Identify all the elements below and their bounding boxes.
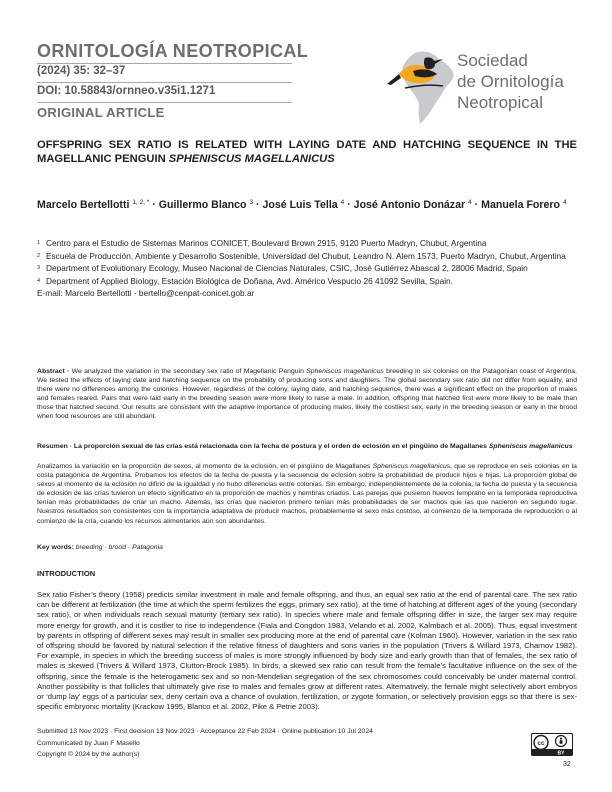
society-name: [457, 50, 564, 113]
journal-name: ORNITOLOGÍA NEOTROPICAL: [37, 41, 309, 61]
publication-info: [37, 726, 373, 761]
communicated-by: Communicated by Juan F Masello: [37, 739, 140, 747]
corresponding-email[interactable]: E-mail: Marcelo Bertellotti - bertello@cenpat-conicet.gob.ar: [37, 287, 255, 298]
resumen-title: Resumen · La proporción sexual de las crías está relacionada con la fecha de postura y el orden de eclosión en el pingüino de Magallanes Spheniscus magellanicus: [37, 443, 573, 450]
author: Guillermo Blanco $^3$ ·: [158, 199, 263, 211]
bird-tail: [387, 74, 401, 85]
author: Marcelo Bertellotti $^{1, 2, *}$ ·: [37, 199, 159, 211]
page-number: 32: [563, 761, 571, 768]
affiliation: 2 Escuela de Producción, Ambiente y Desarrollo Sostenible, Universidad del Chubut, Leandro N. Alem 1573, Puerto Madryn, Chubut, Argentina: [37, 250, 566, 261]
author: José Antonio Donázar $^4$ ·: [353, 199, 482, 211]
abstract-label: Abstract ·: [37, 368, 70, 375]
society-line-1: Sociedad: [457, 51, 528, 70]
journal-volume: (2024) 35: 32–37: [37, 65, 126, 77]
society-logo: [381, 44, 461, 126]
keywords: Key words: breeding · brood · Patagonia: [37, 544, 163, 551]
header-rule: [37, 63, 292, 64]
doi-link[interactable]: DOI: 10.58843/ornneo.v35i1.1271: [37, 85, 216, 97]
abstract: Abstract · We analyzed the variation in the secondary sex ratio of Magellanic Penguin Spheniscus magellanicus breeding in six colonies on the Patagonian coast of Argentina. We tested the effects of laying date and hatching sequence on the probability of producing sons and daughters. The global secondary sex ratio did not differ from equality, and there were no differences among the colonies. However, regardless of the colony, laying date, and hatching sequence, there was a significant effect on the proportion of males and females reared. Pairs that were laid early in the breeding season were more likely to raise a male. In addition, offspring that hatched first were more likely to be male than those that hatched second. Our results are consistent with the adaptive importance of producing males, likely the costliest sex, early in the breeding season or early in the brood when food resources are still abundant.: [37, 368, 577, 421]
title-main: OFFSPRING SEX RATIO IS RELATED WITH LAYING DATE AND HATCHING SEQUENCE IN THE MAGELLANIC PENGUIN: [37, 139, 577, 165]
author: Manuela Forero $^4$: [481, 199, 567, 211]
title-species: SPHENISCUS MAGELLANICUS: [168, 153, 335, 165]
affiliations: [37, 238, 577, 300]
header-rule: [37, 102, 292, 103]
introduction-text: Sex ratio Fisher’s theory (1958) predicts similar investment in male and female offspring, and thus, an equal sex ratio at the end of parental care. The sex ratio can be different at fertilization (the time at which the sperm fertilizes the eggs, primary sex ratio), at the time of hatching at different ages of the young (secondary sex ratio), or when individuals reach sexual maturity (tertiary sex ratio). In species where male and female offspring differ in size, the larger sex may require more energy for growth, and it is costlier to rise to independence (Fiala and Congdon 1983, Velando et al. 2002, Kalmbach et al. 2005). Thus, equal investment by parents in offspring of different sexes may result in smaller sex producing more at the end of parental care (Kolman 1960). However, variation in the sex ratio of offspring should be favored by natural selection if the relative fitness of daughters and sons varies in the population (Trivers & Willard 1973, Charnov 1982). For example, in species in which the breeding success of males is more strongly influenced by body size and early growth than that of females, the sex ratio of males is skewed (Trivers & Willard 1973, Clutton-Brock 1985). In birds, a skewed sex ratio can result from the female’s facultative influence on the sex of the offspring, since the female is the heterogametic sex and so non-Mendelian segregation of the sex chromosomes could conceivably be under maternal control. Another possibility is that follicles that ultimately give rise to males and females grow at different rates. Alternatively, the female might selectively abort embryos or ‘dump lay’ eggs of a particular sex, deny certain ova a chance of ovulation, fertilization, or zygote formation, or selectively provision eggs so that there is sex-specific embryonic mortality (Krackow 1995, Blanco et al. 2002, Pike & Petrie 2003).: [37, 590, 577, 712]
resumen: Analizamos la variación en la proporción de sexos, al momento de la eclosión, en el pingüino de Magallanes Spheniscus magellanicus, que se reproduce en seis colonias en la costa patagónica de Argentina. Probamos los efectos de la fecha de puesta y la secuencia de eclosión sobre la probabilidad de producir hijos e hijas. La proporción global de sexos al momento de la eclosión no difirió de la igualdad y no hubo diferencias entre colonias. Sin embargo, independientemente de la colonia, la fecha de puesta y la secuencia de eclosión de las crías tuvieron un efecto significativo en la proporción de machos y hembras criados. Las parejas que pusieron huevos temprano en la temporada reproductiva tenían más probabilidades de criar un macho. Además, las crías que nacieron primero tenían más probabilidades de ser machos que las que nacieron en segundo lugar. Nuestros resultados son consistentes con la importancia adaptativa de producir machos, probablemente el sexo más costoso, al comienzo de la temporada de reproducción o al comienzo de la cría, cuando los recursos alimentarios aún son abundantes.: [37, 463, 577, 525]
header-rule: [37, 82, 292, 83]
by-text: BY: [557, 750, 565, 756]
author-list: [37, 195, 577, 213]
affiliation: 4 Department of Applied Biology, Estación Biológica de Doñana, Avd. Américo Vespucio 26 41092 Sevilla, Spain.: [37, 276, 453, 287]
affiliation: 3 Department of Evolutionary Ecology, Museo Nacional de Ciencias Naturales, CSIC, José Gutiérrez Abascal 2, 28006 Madrid, Spain: [37, 263, 528, 274]
affiliation: 1 Centro para el Estudio de Sistemas Marinos CONICET, Boulevard Brown 2915, 9120 Puerto Madryn, Chubut, Argentina: [37, 238, 487, 248]
article-type: ORIGINAL ARTICLE: [37, 105, 165, 120]
copyright: Copyright © 2024 by the author(s): [37, 751, 140, 759]
cc-text: cc: [537, 739, 545, 747]
section-heading-introduction: INTRODUCTION: [37, 569, 96, 578]
society-line-3: Neotropical: [457, 93, 543, 112]
submission-dates: Submitted 13 Nov 2023 · First decision 13 Nov 2023 · Acceptance 22 Feb 2024 · Online publication 10 Jul 2024: [37, 728, 373, 735]
society-line-2: de Ornitología: [457, 72, 564, 91]
cc-by-license-badge[interactable]: [531, 733, 573, 756]
article-title: [37, 138, 577, 166]
author: José Luis Tella $^4$ ·: [262, 199, 354, 211]
